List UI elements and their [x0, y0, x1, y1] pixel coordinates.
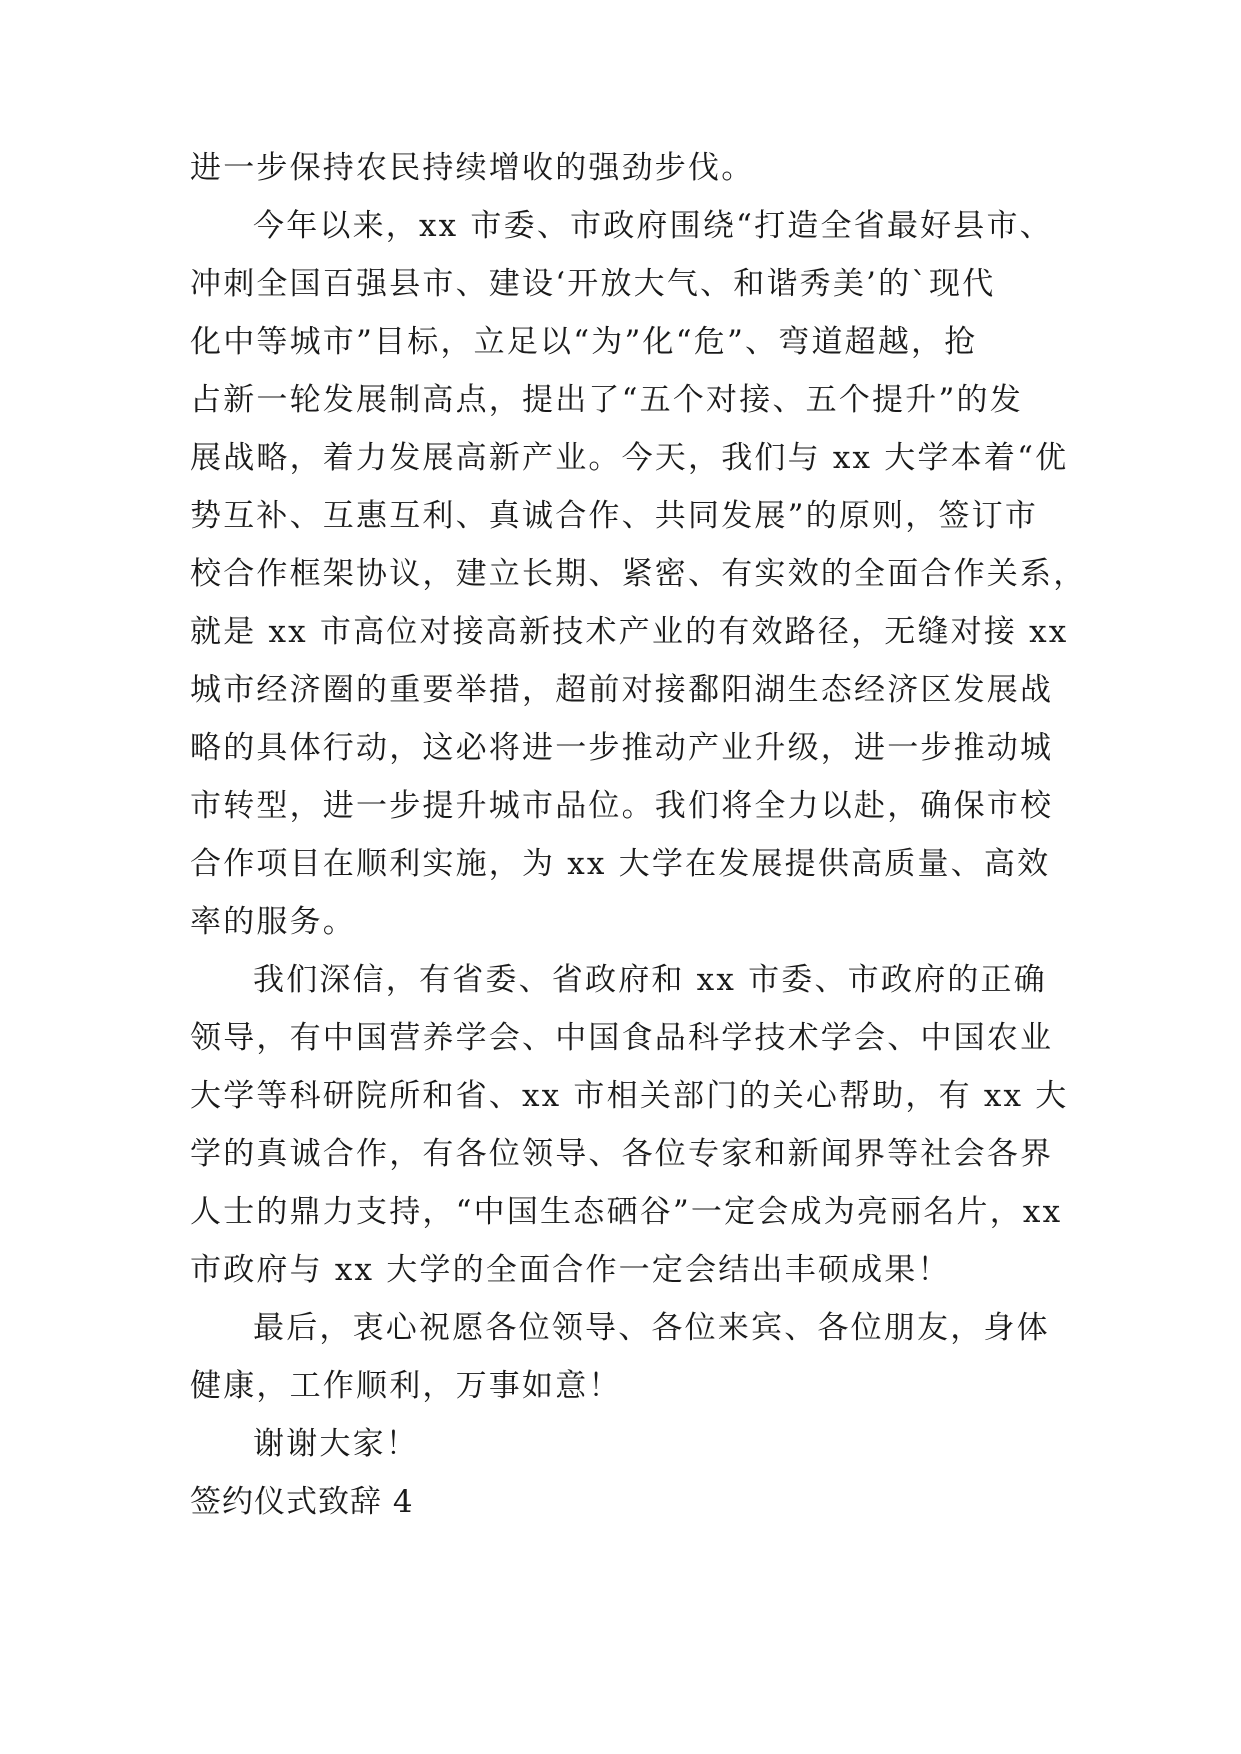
text-line: 我们深信，有省委、省政府和 xx 市委、市政府的正确	[253, 962, 1047, 998]
text-line: 今年以来，xx 市委、市政府围绕“打造全省最好县市、	[253, 208, 1053, 244]
text-line: 势互补、互惠互利、真诚合作、共同发展”的原则，签订市	[190, 498, 1039, 534]
text-line: 略的具体行动，这必将进一步推动产业升级，进一步推动城	[190, 730, 1054, 766]
text-line: 健康，工作顺利，万事如意！	[190, 1368, 622, 1404]
section-heading: 签约仪式致辞 4	[190, 1484, 414, 1520]
text-line: 化中等城市”目标，立足以“为”化“危”、弯道超越，抢	[190, 324, 978, 360]
text-line: 最后，衷心祝愿各位领导、各位来宾、各位朋友，身体	[253, 1310, 1050, 1346]
text-line: 谢谢大家！	[253, 1426, 419, 1462]
text-line: 大学等科研院所和省、xx 市相关部门的关心帮助，有 xx 大	[190, 1078, 1069, 1114]
text-line: 展战略，着力发展高新产业。今天，我们与 xx 大学本着“优	[190, 440, 1069, 476]
text-line: 冲刺全国百强县市、建设‘开放大气、和谐秀美’的`现代	[190, 266, 996, 302]
text-line: 校合作框架协议，建立长期、紧密、有实效的全面合作关系，	[190, 556, 1087, 592]
text-line: 进一步保持农民持续增收的强劲步伐。	[190, 150, 755, 186]
text-line: 就是 xx 市高位对接高新技术产业的有效路径，无缝对接 xx	[190, 614, 1069, 650]
text-line: 人士的鼎力支持，“中国生态硒谷”一定会成为亮丽名片，xx	[190, 1194, 1063, 1230]
text-line: 市政府与 xx 大学的全面合作一定会结出丰硕成果！	[190, 1252, 951, 1288]
text-line: 占新一轮发展制高点，提出了“五个对接、五个提升”的发	[190, 382, 1023, 418]
text-line: 城市经济圈的重要举措，超前对接鄱阳湖生态经济区发展战	[190, 672, 1054, 708]
text-line: 合作项目在顺利实施，为 xx 大学在发展提供高质量、高效	[190, 846, 1051, 882]
text-line: 学的真诚合作，有各位领导、各位专家和新闻界等社会各界	[190, 1136, 1054, 1172]
text-line: 率的服务。	[190, 904, 356, 940]
text-line: 市转型，进一步提升城市品位。我们将全力以赴，确保市校	[190, 788, 1054, 824]
text-line: 领导，有中国营养学会、中国食品科学技术学会、中国农业	[190, 1020, 1054, 1056]
